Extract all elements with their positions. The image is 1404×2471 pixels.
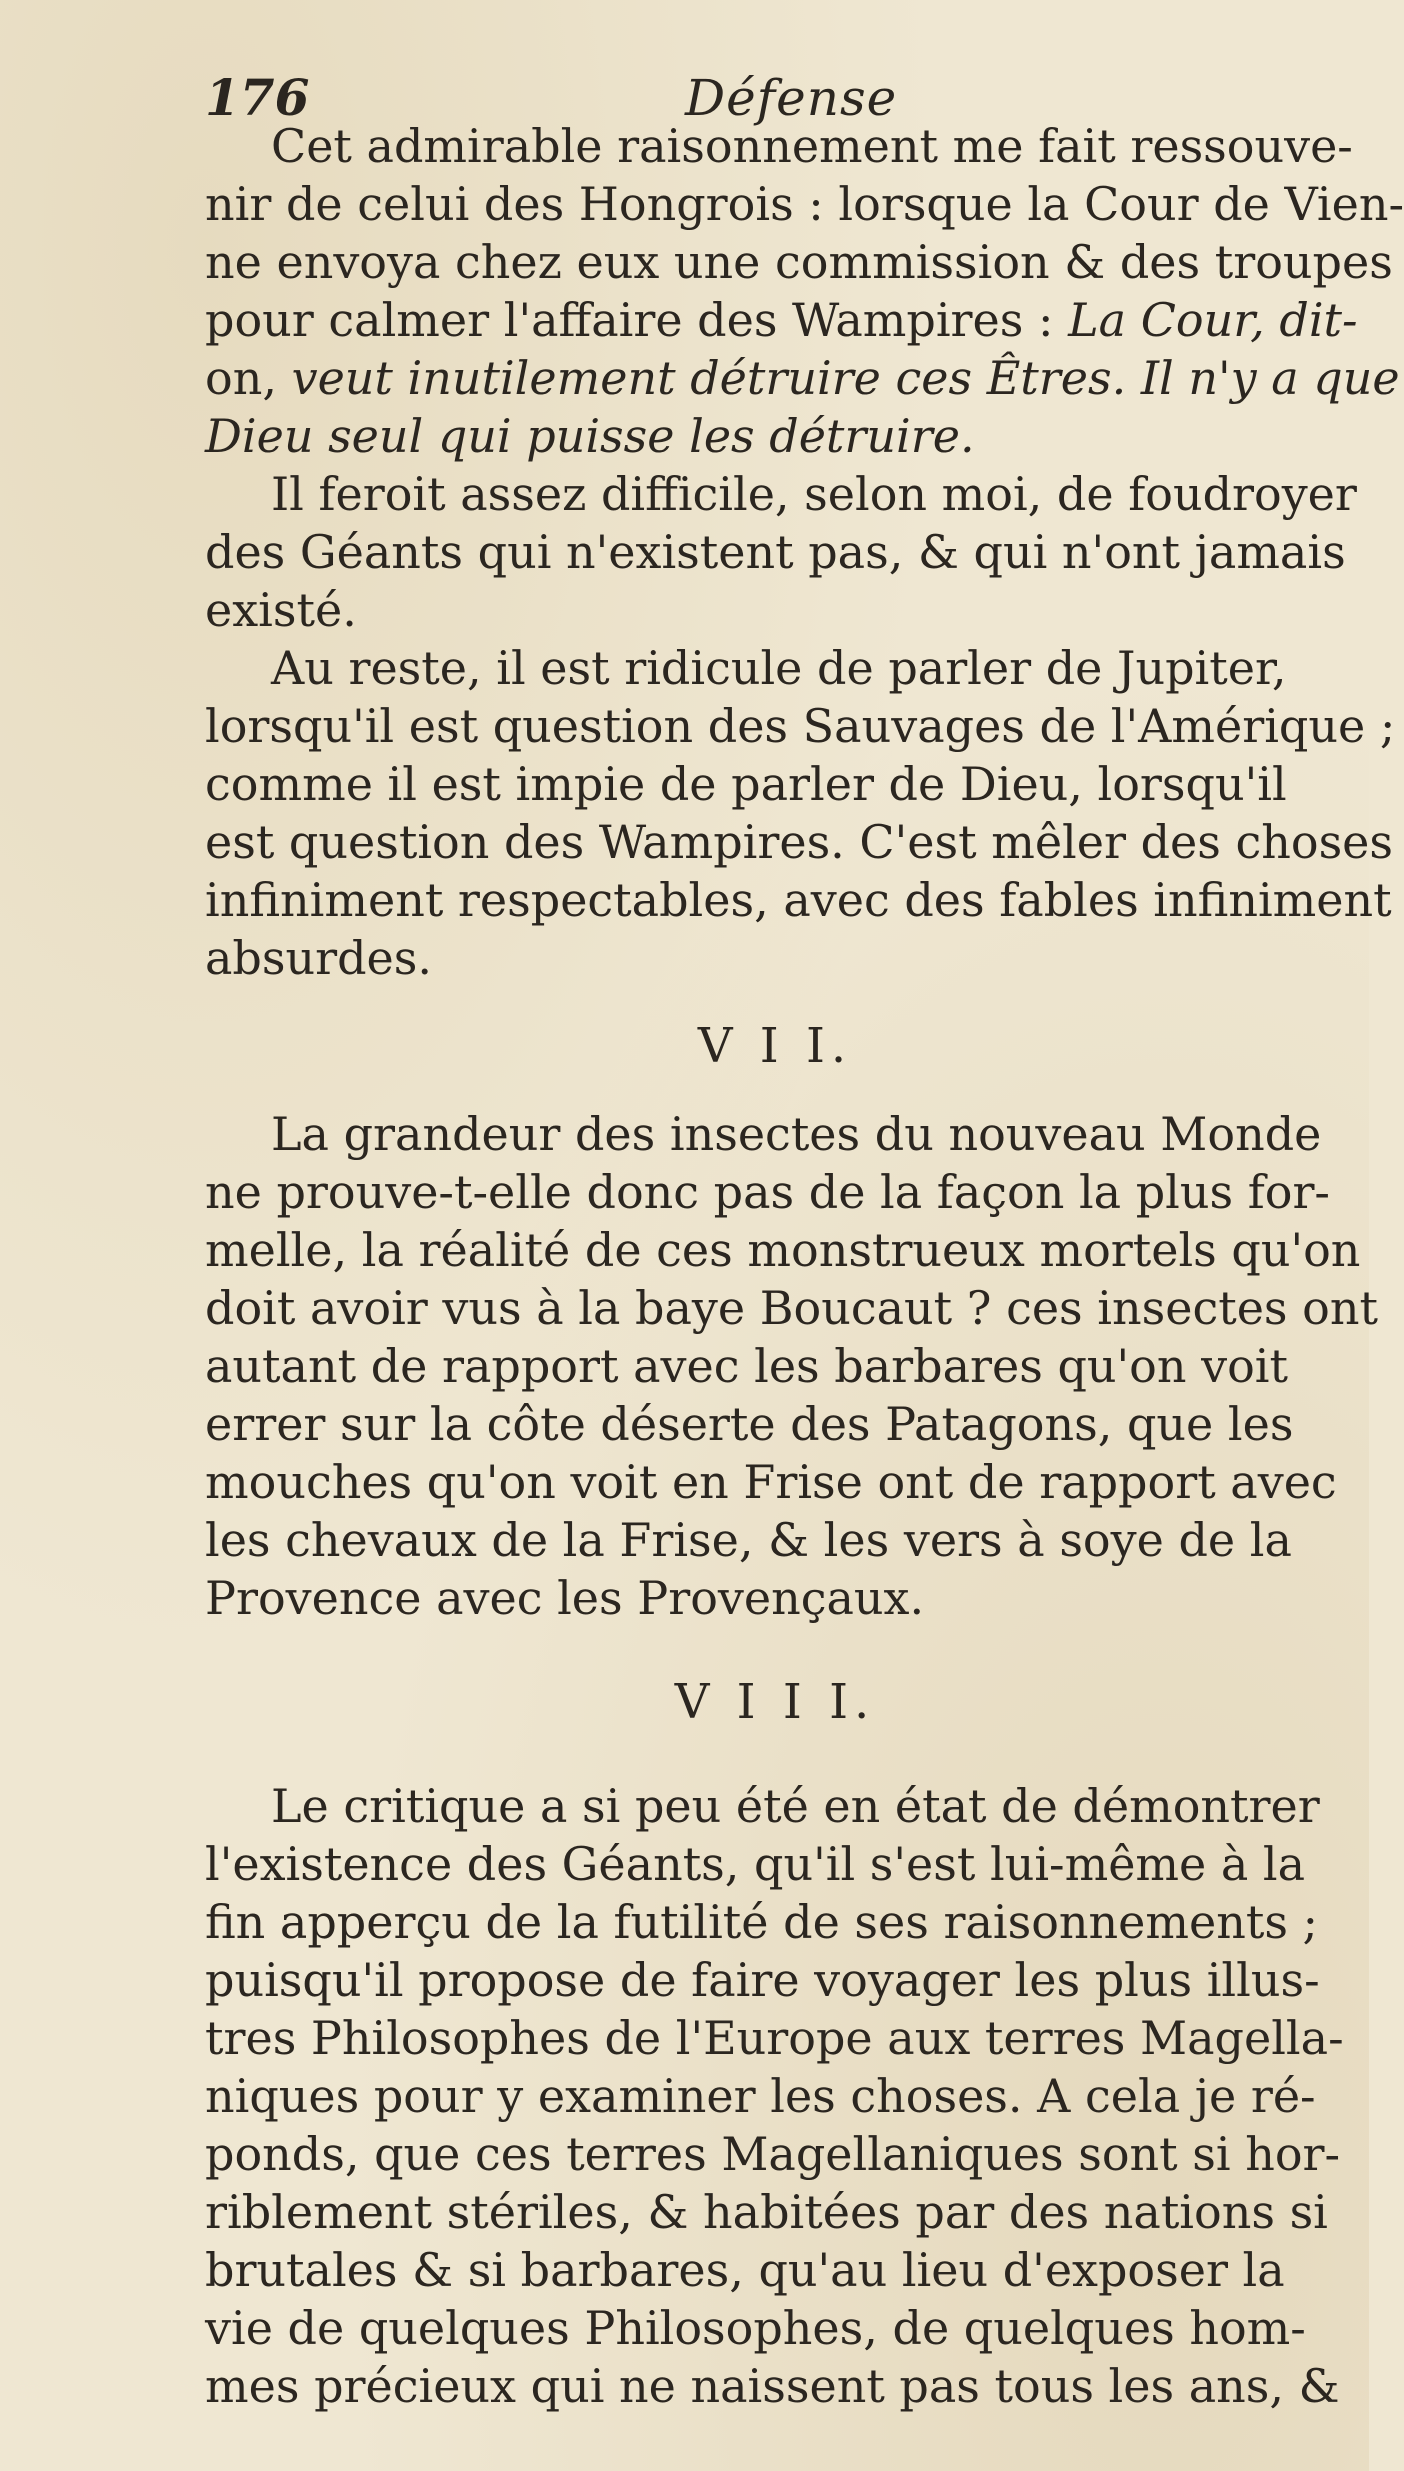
text-line: puisqu'il propose de faire voyager les plus illus- bbox=[205, 1953, 1320, 2007]
text-line: nir de celui des Hongrois : lorsque la Cour de Vien- bbox=[205, 177, 1404, 231]
text-line: Le critique a si peu été en état de démontrer bbox=[271, 1779, 1320, 1833]
text-line: absurdes. bbox=[205, 931, 432, 985]
body-text bbox=[205, 117, 1404, 2415]
text-line: les chevaux de la Frise, & les vers à soye de la bbox=[205, 1513, 1292, 1567]
text-line: des Géants qui n'existent pas, & qui n'ont jamais bbox=[205, 525, 1346, 579]
text-line: autant de rapport avec les barbares qu'on voit bbox=[205, 1339, 1288, 1393]
text-line: tres Philosophes de l'Europe aux terres Magella- bbox=[205, 2011, 1344, 2065]
page-number: 176 bbox=[205, 68, 310, 127]
text-line: lorsqu'il est question des Sauvages de l'Amérique ; bbox=[205, 699, 1396, 753]
text-line: niques pour y examiner les choses. A cela je ré- bbox=[205, 2069, 1316, 2123]
text-line: Dieu seul qui puisse les détruire. bbox=[205, 409, 975, 463]
running-title: Défense bbox=[685, 69, 898, 127]
text-line: mouches qu'on voit en Frise ont de rapport avec bbox=[205, 1455, 1337, 1509]
text-line: mes précieux qui ne naissent pas tous les ans, & bbox=[205, 2359, 1340, 2413]
italic-span: veut inutilement détruire ces Êtres. Il n'y a que bbox=[291, 351, 1400, 405]
text-line: comme il est impie de parler de Dieu, lorsqu'il bbox=[205, 757, 1287, 811]
section-heading: V I I. bbox=[697, 1018, 853, 1074]
text-line: vie de quelques Philosophes, de quelques hom- bbox=[205, 2301, 1306, 2355]
text-line: melle, la réalité de ces monstrueux mortels qu'on bbox=[205, 1223, 1361, 1277]
text-line: Au reste, il est ridicule de parler de Jupiter, bbox=[271, 641, 1287, 695]
text-line: infiniment respectables, avec des fables infiniment bbox=[205, 873, 1392, 927]
text-line: doit avoir vus à la baye Boucaut ? ces insectes ont bbox=[205, 1281, 1378, 1335]
text-line: riblement stériles, & habitées par des nations si bbox=[205, 2185, 1328, 2239]
text-line bbox=[205, 349, 1400, 407]
text-line: l'existence des Géants, qu'il s'est lui-même à la bbox=[205, 1837, 1306, 1891]
text-line: errer sur la côte déserte des Patagons, que les bbox=[205, 1397, 1294, 1451]
section-heading: V I I I. bbox=[674, 1674, 876, 1730]
text-line: Il feroit assez difficile, selon moi, de foudroyer bbox=[271, 467, 1357, 521]
text-span: on, bbox=[205, 351, 292, 405]
text-line: fin apperçu de la futilité de ses raisonnements ; bbox=[205, 1895, 1319, 1949]
text-line: est question des Wampires. C'est mêler des choses bbox=[205, 815, 1394, 869]
text-line: Provence avec les Provençaux. bbox=[205, 1571, 925, 1625]
text-line: brutales & si barbares, qu'au lieu d'exposer la bbox=[205, 2243, 1285, 2297]
text-line bbox=[205, 291, 1358, 349]
text-line: ne prouve-t-elle donc pas de la façon la plus for- bbox=[205, 1165, 1330, 1219]
text-line: Cet admirable raisonnement me fait ressouve- bbox=[271, 119, 1353, 173]
text-line: ne envoya chez eux une commission & des troupes bbox=[205, 235, 1393, 289]
italic-span: La Cour, dit- bbox=[1068, 293, 1358, 347]
text-line: La grandeur des insectes du nouveau Monde bbox=[271, 1107, 1322, 1161]
text-span: pour calmer l'affaire des Wampires : bbox=[205, 293, 1069, 347]
text-line: existé. bbox=[205, 583, 357, 637]
text-line: ponds, que ces terres Magellaniques sont si hor- bbox=[205, 2127, 1341, 2181]
